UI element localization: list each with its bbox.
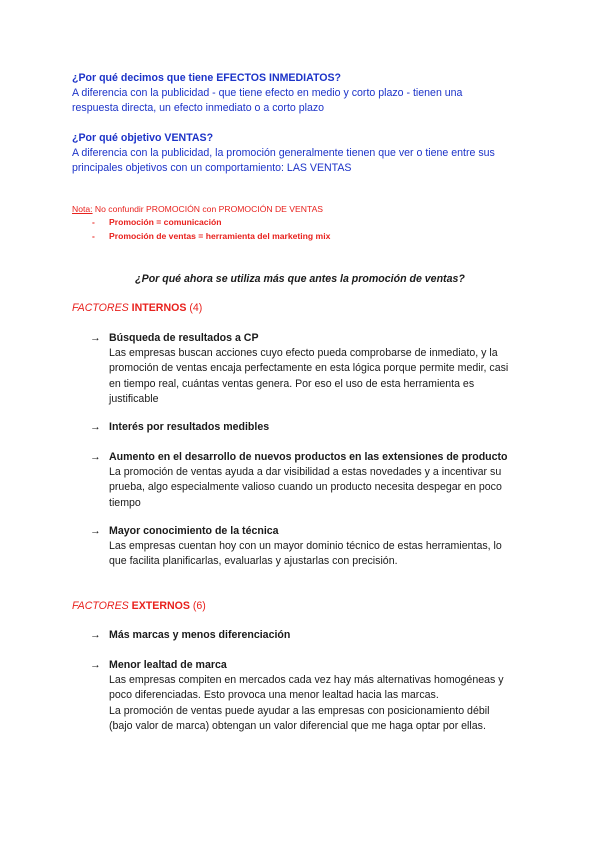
arrow-right-icon: →: [90, 525, 101, 537]
dash-bullet: -: [92, 217, 95, 227]
factor-item: → Interés por resultados medibles: [90, 421, 270, 433]
answer-line: principales objetivos con un comportamiento: LAS VENTAS: [72, 162, 352, 174]
question-title: ¿Por qué decimos que tiene EFECTOS INMEDIATOS?: [72, 72, 342, 84]
arrow-right-icon: →: [90, 451, 101, 463]
arrow-right-icon: →: [90, 629, 101, 641]
note-item: - Promoción = comunicación: [72, 216, 532, 230]
arrow-right-icon: →: [90, 421, 101, 433]
question-title: ¿Por qué objetivo VENTAS?: [72, 132, 214, 144]
note-body: No confundir PROMOCIÓN con PROMOCIÓN DE VENTAS: [92, 204, 324, 214]
note-block: [72, 203, 532, 243]
internal-factors-heading: FACTORES INTERNOS (4): [72, 302, 203, 314]
answer-line: A diferencia con la publicidad, la promoción generalmente tienen que ver o tiene entre sus: [72, 147, 495, 159]
factor-item: → Aumento en el desarrollo de nuevos productos en las extensiones de producto La promoción de ventas ayuda a dar visibilidad a estas novedades y a incentivar su prueba, algo especialmente valioso cuando un producto necesita despegar en poco tiempo: [90, 451, 508, 509]
factor-item: → Más marcas y menos diferenciación: [90, 629, 291, 641]
central-question: ¿Por qué ahora se utiliza más que antes la promoción de ventas?: [135, 273, 465, 285]
arrow-right-icon: →: [90, 659, 101, 671]
factor-item: → Búsqueda de resultados a CP Las empresas buscan acciones cuyo efecto pueda comprobarse de inmediato, y la promoción de ventas encaja perfectamente en esta lógica porque permite medir, casi en tiempo real, cuántas ventas genera. Por eso el uso de esta herramienta es justificable: [90, 332, 509, 405]
note-label: Nota:: [72, 204, 93, 214]
answer-line: respuesta directa, un efecto inmediato o a corto plazo: [72, 102, 325, 114]
question-efectos-inmediatos: [72, 71, 532, 116]
question-objetivo-ventas: [72, 131, 532, 176]
dash-bullet: -: [92, 230, 95, 241]
arrow-right-icon: →: [90, 332, 101, 344]
factor-item: → Mayor conocimiento de la técnica Las empresas cuentan hoy con un mayor dominio técnico de estas herramientas, lo que facilita planificarlas, evaluarlas y ajustarlas con precisión.: [90, 525, 502, 568]
note-text: [72, 203, 532, 216]
note-list: [72, 216, 532, 243]
answer-line: A diferencia con la publicidad - que tiene efecto en medio y corto plazo - tienen una: [72, 87, 463, 99]
external-factors-heading: FACTORES EXTERNOS (6): [72, 600, 206, 612]
factor-item: → Menor lealtad de marca Las empresas compiten en mercados cada vez hay más alternativas homogéneas y poco diferenciadas. Esto provoca una menor lealtad hacia las marcas. La promoción de ventas puede ayudar a las empresas con posicionamiento débil (bajo valor de marca) obtengan un valor diferencial que me haga optar por ellas.: [90, 659, 504, 732]
note-item: - Promoción de ventas = herramienta del marketing mix: [72, 230, 532, 244]
